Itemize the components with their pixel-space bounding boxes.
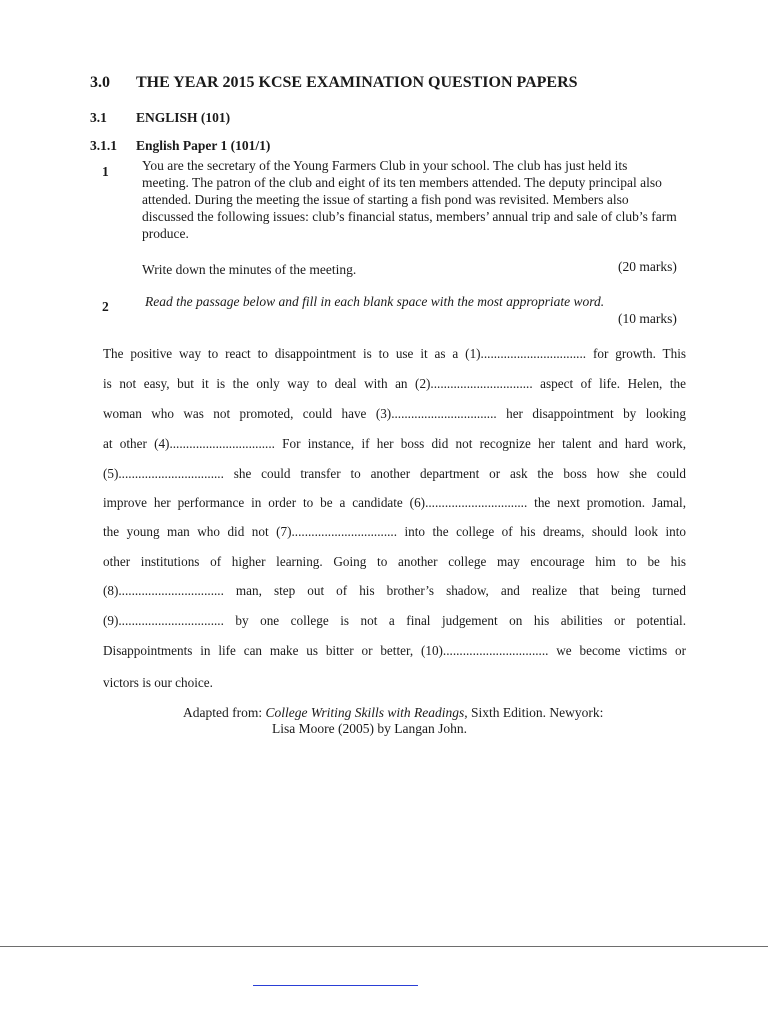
question-1-instruction: Write down the minutes of the meeting. — [142, 262, 357, 277]
passage-line: (9)................................ by one college is not a final judgement on his abilities or potential. — [103, 613, 686, 628]
source-prefix: Adapted from: — [183, 705, 266, 720]
passage-line: is not easy, but it is the only way to deal with an (2)............................... aspect of life. Helen, the — [103, 376, 686, 391]
passage-line: The positive way to react to disappointment is to use it as a (1)................................ for growth. This — [103, 346, 686, 361]
source-citation-line-2: Lisa Moore (2005) by Langan John. — [272, 721, 467, 736]
question-1-number: 1 — [102, 164, 109, 179]
passage-line: victors is our choice. — [103, 675, 213, 690]
section-heading-number: 3.1 — [90, 110, 107, 125]
question-2-instruction: Read the passage below and fill in each blank space with the most appropriate word. — [145, 294, 605, 309]
passage-line: improve her performance in order to be a candidate (6)............................... the next promotion. Jamal, — [103, 495, 686, 510]
passage-line: woman who was not promoted, could have (3)................................ her disappointment by looking — [103, 406, 686, 421]
main-heading-title: THE YEAR 2015 KCSE EXAMINATION QUESTION PAPERS — [136, 74, 578, 91]
question-1-text: You are the secretary of the Young Farmers Club in your school. The club has just held its meeting. The patron of the club and eight of its ten members attended. The deputy principal also attended. During the meeting the issue of starting a fish pond was revisited. Members also discussed the following issues: club’s financial status, members’ annual trip and sale of club’s farm produce. — [142, 158, 677, 241]
passage-line: (8)................................ man, step out of his brother’s shadow, and realize that being turned — [103, 583, 686, 598]
footer-divider — [0, 946, 768, 947]
section-heading-title: ENGLISH (101) — [136, 110, 231, 125]
passage-line: Disappointments in life can make us bitter or better, (10)................................ we become victims or — [103, 643, 686, 658]
section-heading — [90, 110, 230, 126]
question-1-marks: (20 marks) — [618, 259, 677, 274]
subsection-heading-number: 3.1.1 — [90, 138, 117, 153]
passage-line: at other (4)................................ For instance, if her boss did not recognize her talent and hard work, — [103, 436, 686, 451]
main-heading-number: 3.0 — [90, 74, 110, 91]
passage-line: (5)................................ she could transfer to another department or ask the boss how she could — [103, 466, 686, 481]
source-citation — [183, 705, 603, 721]
footer-link[interactable] — [253, 985, 418, 986]
passage-line: other institutions of higher learning. Going to another college may encourage him to be his — [103, 554, 686, 569]
main-heading — [90, 74, 578, 92]
question-2-number: 2 — [102, 299, 109, 314]
source-suffix: , Sixth Edition. Newyork: — [464, 705, 604, 720]
source-book-title: College Writing Skills with Readings — [265, 705, 465, 720]
question-2-marks: (10 marks) — [618, 311, 677, 326]
passage-line: the young man who did not (7)................................ into the college of his dreams, should look into — [103, 524, 686, 539]
subsection-heading-title: English Paper 1 (101/1) — [136, 138, 271, 153]
subsection-heading — [90, 138, 270, 154]
